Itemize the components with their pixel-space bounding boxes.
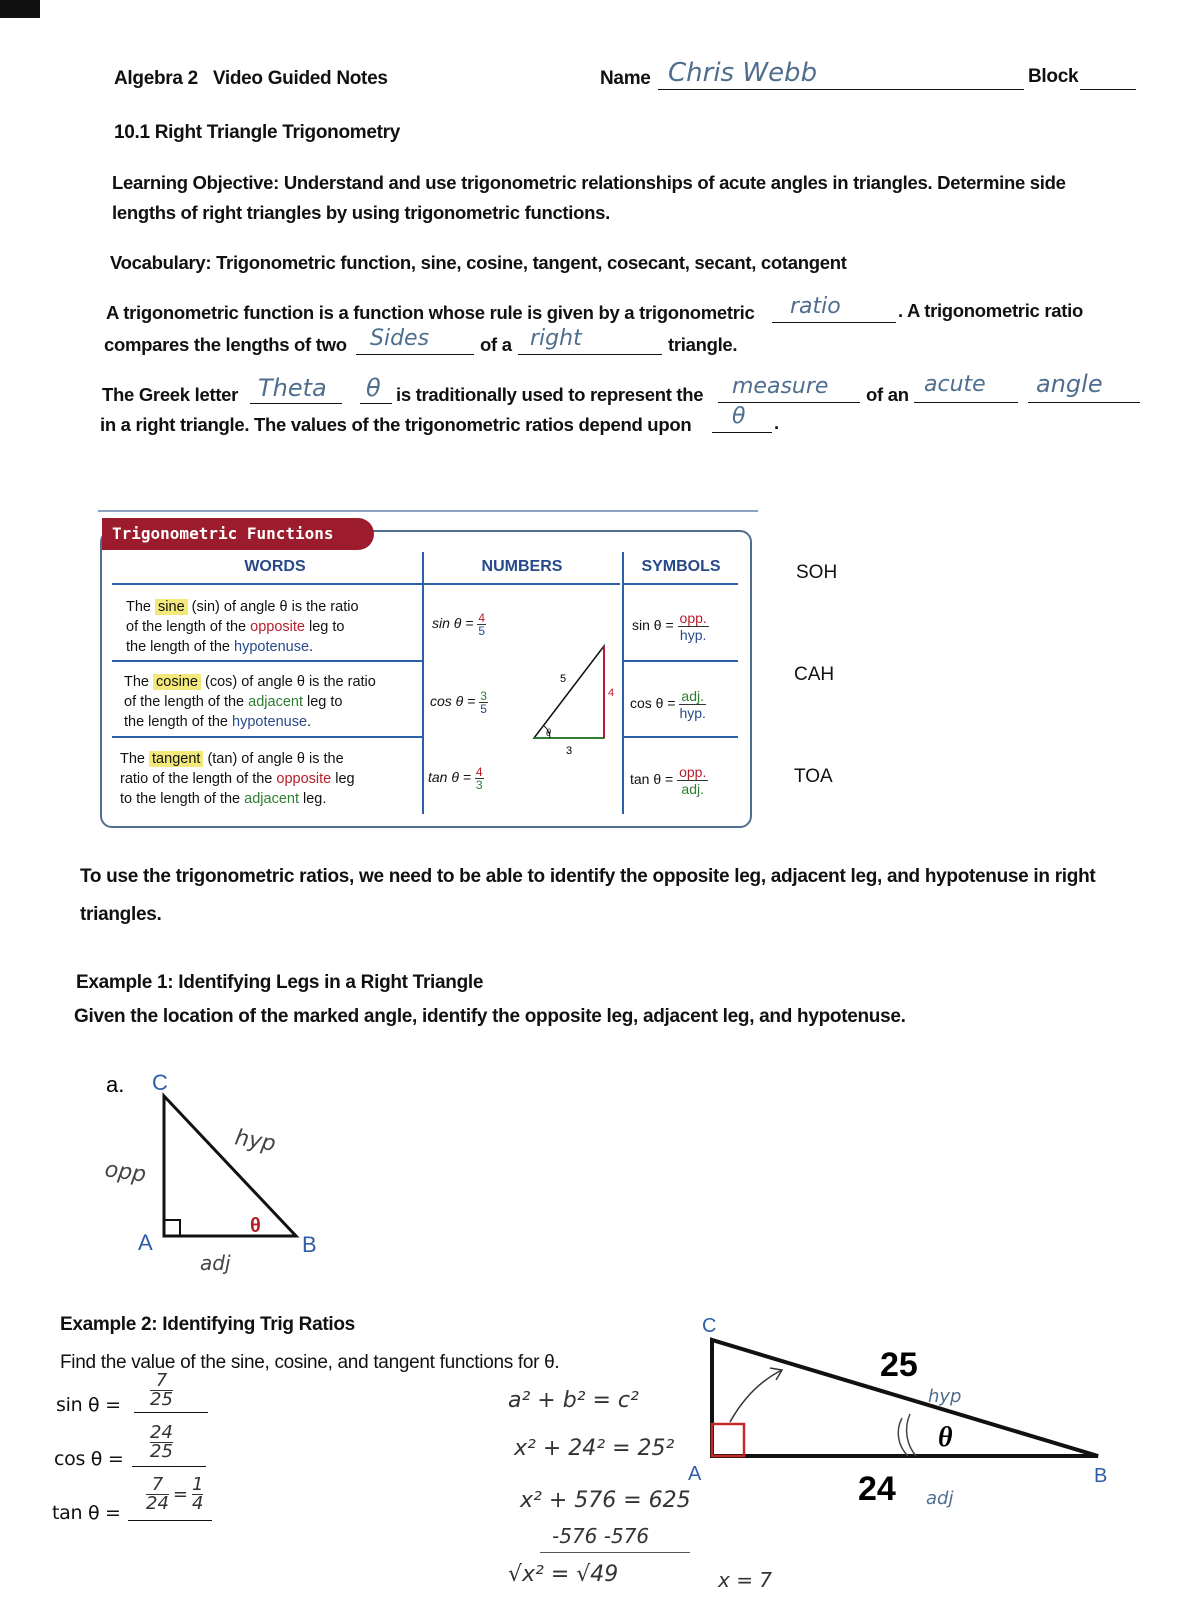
- example1-angle: θ: [250, 1215, 261, 1237]
- work-line-5: √x² = √49: [508, 1562, 619, 1587]
- example2-angle: θ: [938, 1422, 953, 1453]
- name-value: Chris Webb: [668, 58, 818, 88]
- mnemonic-toa: TOA: [794, 766, 833, 787]
- cos-label: cos θ =: [54, 1448, 124, 1470]
- objective-line1: Learning Objective: Understand and use trigonometric relationships of acute angles in triangles. Determine side: [112, 172, 1066, 193]
- identify-line2: triangles.: [80, 904, 162, 925]
- blank-right-line: [518, 354, 662, 355]
- definition-line1-b: . A trigonometric ratio: [898, 300, 1083, 321]
- sin-label: sin θ =: [56, 1394, 121, 1416]
- table-triangle-angle: θ: [546, 728, 551, 739]
- blank-acute-line: [914, 402, 1018, 403]
- example2-vertex-b: B: [1094, 1465, 1108, 1487]
- example2-title: Example 2: Identifying Trig Ratios: [60, 1314, 355, 1335]
- work-line-4: -576 -576: [552, 1524, 650, 1548]
- row-rule-2-words: [112, 736, 422, 738]
- example1-triangle: [90, 1060, 350, 1280]
- example2-triangle: [690, 1306, 1130, 1526]
- notes-title: Video Guided Notes: [212, 68, 388, 89]
- blank-right: right: [530, 326, 582, 351]
- header-rule-numbers: [424, 583, 620, 585]
- sine-words: The sine (sin) of angle θ is the ratio of the length of the opposite leg to the length of the hypotenuse.: [126, 599, 359, 655]
- tan-answer-line: [128, 1520, 212, 1521]
- row-rule-1-words: [112, 660, 422, 662]
- example1-opp-label: opp: [103, 1157, 148, 1188]
- definition-line1-a: A trigonometric function is a function whose rule is given by a trigonometric: [106, 302, 755, 323]
- section-title: 10.1 Right Triangle Trigonometry: [114, 122, 401, 143]
- trig-functions-banner: Trigonometric Functions: [102, 518, 374, 550]
- table-triangle-adj: 3: [566, 745, 573, 757]
- work-line-2: x² + 24² = 25²: [514, 1436, 675, 1461]
- example2-hyp-note: hyp: [928, 1386, 962, 1407]
- vocabulary: Vocabulary: Trigonometric function, sine, cosine, tangent, cosecant, secant, cotangent: [110, 252, 847, 273]
- course-title: [114, 68, 388, 90]
- blank-theta-line: [250, 403, 342, 404]
- sin-answer: 7 25: [150, 1370, 173, 1410]
- row-rule-1-symbols: [624, 660, 738, 662]
- work-line-3: x² + 576 = 625: [520, 1488, 691, 1513]
- blank-measure-line: [718, 402, 860, 403]
- table-top-rule: [98, 510, 758, 512]
- cos-answer-line: [132, 1466, 206, 1467]
- blank-acute: acute: [924, 372, 986, 397]
- greek-line1-a: The Greek letter: [102, 384, 239, 405]
- tangent-words: The tangent (tan) of angle θ is the ratio of the length of the opposite leg to the length of the adjacent leg.: [120, 751, 355, 807]
- divider-numbers-symbols: [622, 552, 624, 814]
- example2-hyp-value: 25: [880, 1346, 918, 1384]
- row-rule-2-symbols: [624, 736, 738, 738]
- example2-adj-note: adj: [926, 1488, 954, 1509]
- example2-vertex-c: C: [702, 1315, 717, 1337]
- greek-line1-b: is traditionally used to represent the: [396, 384, 704, 405]
- definition-line2-c: triangle.: [668, 334, 738, 355]
- example2-adj-value: 24: [858, 1470, 896, 1508]
- cos-answer: 24 25: [150, 1422, 173, 1462]
- header-rule-words: [112, 583, 422, 585]
- work-line-6: x = 7: [718, 1568, 773, 1592]
- definition-line2-b: of a: [480, 334, 512, 355]
- header-rule-symbols: [624, 583, 738, 585]
- example2-instruction: Find the value of the sine, cosine, and tangent functions for θ.: [60, 1352, 560, 1373]
- definition-line2-a: compares the lengths of two: [104, 334, 347, 355]
- block-label: Block: [1028, 66, 1079, 87]
- greek-line1-c: of an: [866, 384, 909, 405]
- course-name: Algebra 2: [114, 68, 198, 89]
- example1-vertex-b: B: [302, 1232, 317, 1257]
- sin-answer-line: [134, 1412, 208, 1413]
- tangent-key: tangent: [149, 751, 203, 767]
- header-numbers: NUMBERS: [481, 558, 563, 575]
- name-line: [658, 89, 1024, 90]
- sine-symbol: sin θ = opp. hyp.: [632, 610, 707, 643]
- example1-vertex-a: A: [138, 1230, 153, 1255]
- blank-ratio: ratio: [790, 294, 841, 319]
- cosine-number: cos θ = $\frac{3}{5}$: [430, 689, 487, 716]
- scan-corner-mark: [0, 0, 40, 18]
- blank-theta-symbol: θ: [366, 374, 381, 402]
- tan-label: tan θ =: [52, 1502, 121, 1524]
- greek-line2-a: in a right triangle. The values of the trigonometric ratios depend upon: [100, 414, 692, 435]
- blank-sides-line: [356, 354, 474, 355]
- example2-vertex-a: A: [688, 1463, 702, 1485]
- identify-line1: To use the trigonometric ratios, we need to be able to identify the opposite leg, adjacent leg, and hypotenuse in right: [80, 866, 1096, 887]
- blank-sides: Sides: [370, 326, 430, 351]
- sine-number: sin θ = $\frac{4}{5}$: [432, 611, 486, 638]
- tangent-number: tan θ = $\frac{4}{3}$: [428, 765, 483, 792]
- mnemonic-cah: CAH: [794, 664, 835, 685]
- blank-angle: angle: [1036, 370, 1103, 398]
- example1-part: a.: [106, 1072, 125, 1097]
- example1-instruction: Given the location of the marked angle, identify the opposite leg, adjacent leg, and hypotenuse.: [74, 1006, 906, 1027]
- blank-ratio-line: [772, 322, 896, 323]
- example1-adj-label: adj: [200, 1251, 231, 1275]
- blank-theta-symbol-line: [360, 403, 392, 404]
- tangent-symbol: tan θ = opp. adj.: [630, 764, 707, 797]
- mnemonic-soh: SOH: [796, 562, 838, 583]
- cosine-symbol: cos θ = adj. hyp.: [630, 688, 706, 721]
- work-line-1: a² + b² = c²: [508, 1388, 639, 1413]
- example1-vertex-c: C: [152, 1070, 168, 1095]
- header-words: WORDS: [244, 558, 306, 575]
- cosine-words: The cosine (cos) of angle θ is the ratio of the length of the adjacent leg to the length of the hypotenuse.: [124, 674, 376, 730]
- blank-depend: θ: [732, 404, 746, 429]
- header-symbols: SYMBOLS: [641, 558, 721, 575]
- block-line: [1080, 89, 1136, 90]
- sine-key: sine: [155, 599, 188, 615]
- divider-words-numbers: [422, 552, 424, 814]
- tan-answer: $\frac{7}{24}$ = $\frac{1}{4}$: [146, 1474, 204, 1514]
- example1-title: Example 1: Identifying Legs in a Right Triangle: [76, 972, 484, 993]
- blank-theta: Theta: [258, 374, 327, 402]
- name-label: Name: [600, 68, 651, 89]
- example1-hyp-label: hyp: [232, 1125, 278, 1158]
- blank-measure: measure: [732, 374, 829, 399]
- objective-line2: lengths of right triangles by using trigonometric functions.: [112, 202, 610, 223]
- work-subtract-line: [540, 1552, 690, 1553]
- blank-depend-line: [712, 432, 772, 433]
- greek-line2-b: .: [774, 412, 779, 433]
- table-triangle-opp: 4: [608, 687, 615, 699]
- blank-angle-line: [1028, 402, 1140, 403]
- cosine-key: cosine: [153, 674, 201, 690]
- table-triangle: [520, 630, 620, 760]
- table-triangle-hyp: 5: [560, 673, 567, 685]
